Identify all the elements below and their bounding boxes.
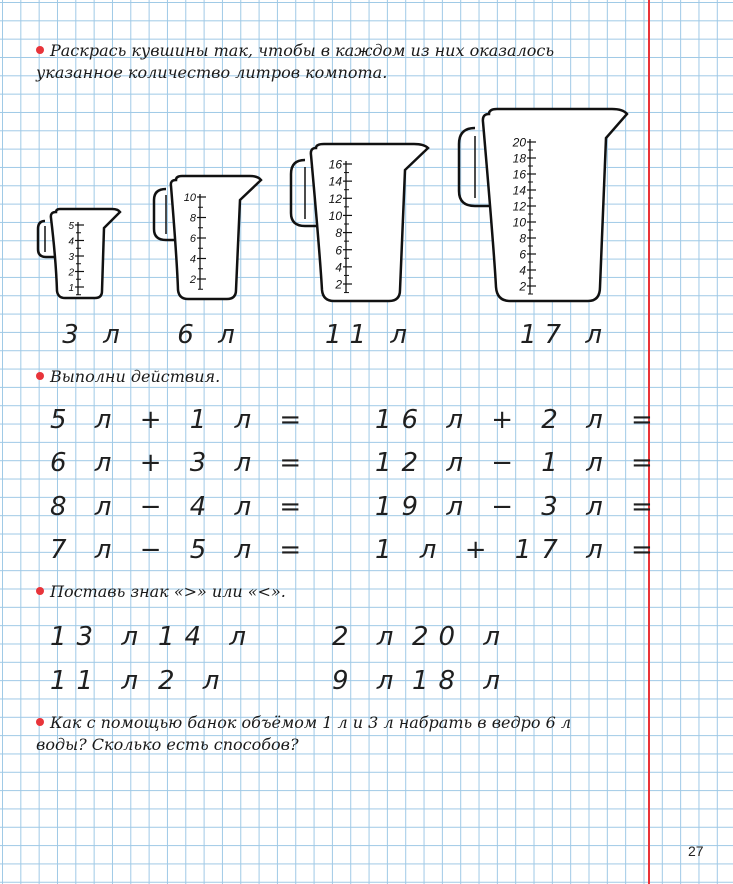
- task2-right-expr-4: 1 л + 17 л =: [375, 535, 663, 565]
- scale-tick-label: 20: [512, 135, 526, 150]
- page-number: 27: [688, 843, 704, 859]
- scale-tick-label: 3: [68, 251, 74, 263]
- scale-tick-label: 6: [335, 243, 342, 258]
- bullet-icon: [36, 372, 44, 380]
- scale-tick-label: 4: [189, 253, 196, 266]
- task3-title: Поставь знак «>» или «<».: [50, 582, 286, 601]
- scale-tick-label: 5: [68, 220, 74, 232]
- task2-left-expr-3: 8 л − 4 л =: [50, 492, 312, 522]
- scale-tick-label: 4: [519, 263, 526, 278]
- compare-3-left: 11 л: [50, 666, 148, 696]
- jug-large: [291, 144, 428, 301]
- scale-tick-label: 18: [512, 151, 526, 166]
- task2-instruction: [36, 366, 220, 388]
- task2-title: Выполни действия.: [50, 367, 221, 386]
- scale-tick-label: 6: [519, 247, 526, 262]
- task2-right-expr-2: 12 л − 1 л =: [375, 448, 663, 478]
- bullet-icon: [36, 718, 44, 726]
- jug-medium: [154, 176, 261, 299]
- scale-tick-label: 8: [335, 226, 342, 241]
- scale-tick-label: 8: [189, 212, 196, 225]
- scale-tick-label: 2: [189, 274, 196, 287]
- task2-left-expr-1: 5 л + 1 л =: [50, 405, 312, 435]
- task2-right-expr-1: 16 л + 2 л =: [375, 405, 663, 435]
- scale-tick-label: 1: [68, 282, 74, 294]
- compare-4-right: 18 л: [412, 666, 510, 696]
- task1-line1: Раскрась кувшины так, чтобы в каждом из них оказалось: [50, 41, 555, 60]
- jug-label-1: 3 л: [62, 320, 128, 350]
- task2-left-expr-2: 6 л + 3 л =: [50, 448, 312, 478]
- scale-tick-label: 10: [512, 215, 526, 230]
- scale-tick-label: 2: [519, 279, 526, 294]
- compare-1-right: 14 л: [158, 622, 256, 652]
- compare-4-left: 9 л: [332, 666, 404, 696]
- jug-extra-large: [459, 109, 627, 301]
- jug-label-2: 6 л: [177, 320, 243, 350]
- jug-small: [38, 209, 120, 298]
- scale-tick-label: 14: [328, 174, 342, 189]
- scale-tick-label: 2: [68, 267, 74, 279]
- compare-1-left: 13 л: [50, 622, 148, 652]
- scale-tick-label: 6: [189, 233, 196, 246]
- scale-tick-label: 16: [512, 167, 526, 182]
- task3-instruction: [36, 581, 286, 603]
- task1-line2: указанное количество литров компота.: [36, 63, 388, 82]
- scale-tick-label: 4: [335, 260, 342, 275]
- scale-tick-label: 12: [328, 191, 342, 206]
- scale-tick-label: 4: [68, 236, 74, 248]
- scale-tick-label: 12: [512, 199, 526, 214]
- jug-label-4: 17 л: [520, 320, 610, 350]
- scale-tick-label: 16: [328, 157, 342, 172]
- task4-instruction: [36, 712, 571, 756]
- scale-tick-label: 2: [335, 277, 342, 292]
- jug-label-3: 11 л: [325, 320, 415, 350]
- task4-line2: воды? Сколько есть способов?: [36, 735, 299, 754]
- compare-2-right: 20 л: [412, 622, 510, 652]
- scale-tick-label: 10: [183, 192, 196, 205]
- task2-right-expr-3: 19 л − 3 л =: [375, 492, 663, 522]
- scale-tick-label: 10: [328, 208, 342, 223]
- scale-tick-label: 8: [519, 231, 526, 246]
- task2-left-expr-4: 7 л − 5 л =: [50, 535, 312, 565]
- compare-3-right: 2 л: [158, 666, 230, 696]
- scale-tick-label: 14: [512, 183, 526, 198]
- task4-line1: Как с помощью банок объёмом 1 л и 3 л набрать в ведро 6 л: [50, 713, 572, 732]
- compare-2-left: 2 л: [332, 622, 404, 652]
- bullet-icon: [36, 587, 44, 595]
